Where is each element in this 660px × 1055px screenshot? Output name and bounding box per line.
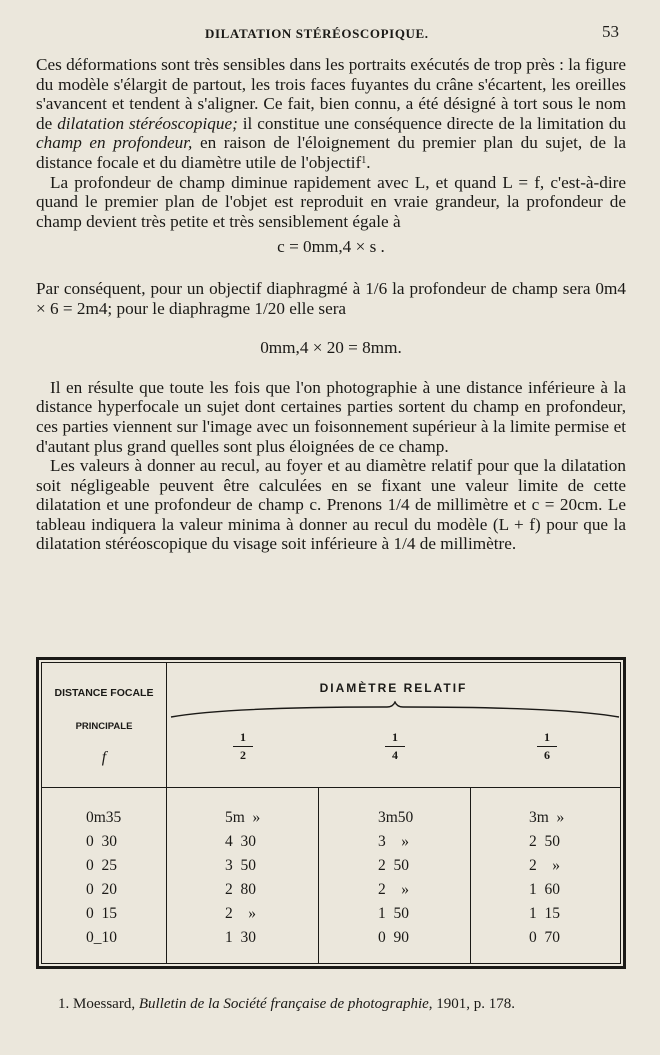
paragraph-1: Ces déformations sont très sensibles dans les portraits exécutés de trop près : la figure du modèle s'élargit de partout, les trois faces fuyantes du crâne s'écartent, les oreilles s'avancent et tendent à s'aligner. Ce fait, bien connu, a été désigné à tort sous le nom de dilatation stéréoscopique; il constitue une conséquence directe de la limitation du champ en profondeur, en raison de l'éloignement du premier plan du sujet, de la distance focale et du diamètre utile de l'objectif$^1$. [36,55,627,172]
fraction-one-sixth: 1 6 [537,731,557,762]
table-row: 0 15 2 » 1 50 1 15 [86,905,560,922]
paragraph-4: Il en résulte que toute les fois que l'on photographie à une distance inférieure à la distance hyperfocale un sujet dont certaines parties sortent du champ en profondeur, ces parties viennent sur l'image avec un foisonnement supérieur à la limite permise et d'autant plus grand quelles sont plus éloignées de ce champ. [36,377,626,456]
brace-line [167,701,623,721]
formula-1: c = 0mm,4 × s . [277,237,385,257]
paragraph-5: Les valeurs à donner au recul, au foyer et au diamètre relatif pour que la dilatation soit négligeable peuvent être calculées en se fixant une valeur limite de cette dilatation et une profondeur de champ c. Prenons 1/4 de millimètre et c = 20cm. Le tableau indiquera la valeur minima à donner au recul du modèle (L + f) pour que la dilatation stéréoscopique du visage soit inférieure à 1/4 de millimètre. [36,456,626,554]
header-focal-distance: DISTANCE FOCALE PRINCIPALE f [42,663,167,787]
paragraph-2: La profondeur de champ diminue rapidement avec L, et quand L = f, c'est-à-dire quand le premier plan de l'objet est reproduit en vraie grandeur, la profondeur de champ devient très petite et très sensiblement égale à [36,172,626,231]
header-relative-diameter: DIAMÈTRE RELATIF 1 2 1 4 1 6 [167,663,620,787]
table-row: 0_10 1 30 0 90 0 70 [86,929,560,946]
page-number: 53 [602,22,619,41]
footnote: 1. Moessard, Bulletin de la Société française de photographie, 1901, p. 178. [58,996,516,1012]
fraction-one-half: 1 2 [233,731,253,762]
fraction-one-quarter: 1 4 [385,731,405,762]
focal-distance-table [36,657,626,969]
table-row: 0 20 2 80 2 » 1 60 [86,881,560,898]
paragraph-3: Par conséquent, pour un objectif diaphragmé à 1/6 la profondeur de champ sera 0m4 × 6 = 2m4; pour le diaphragme 1/20 elle sera [36,278,626,318]
table-row: 0 30 4 30 3 » 2 50 [86,833,560,850]
table-row: 0 25 3 50 2 50 2 » [86,857,560,874]
running-title: DILATATION STÉRÉOSCOPIQUE. [205,26,429,41]
footnote-marker: 1 [361,154,367,166]
table-row: 0m35 5m » 3m50 3m » [86,809,565,826]
formula-2: 0mm,4 × 20 = 8mm. [260,338,402,358]
header-divider [42,787,620,788]
body-text [36,55,626,554]
page-header [0,22,660,46]
